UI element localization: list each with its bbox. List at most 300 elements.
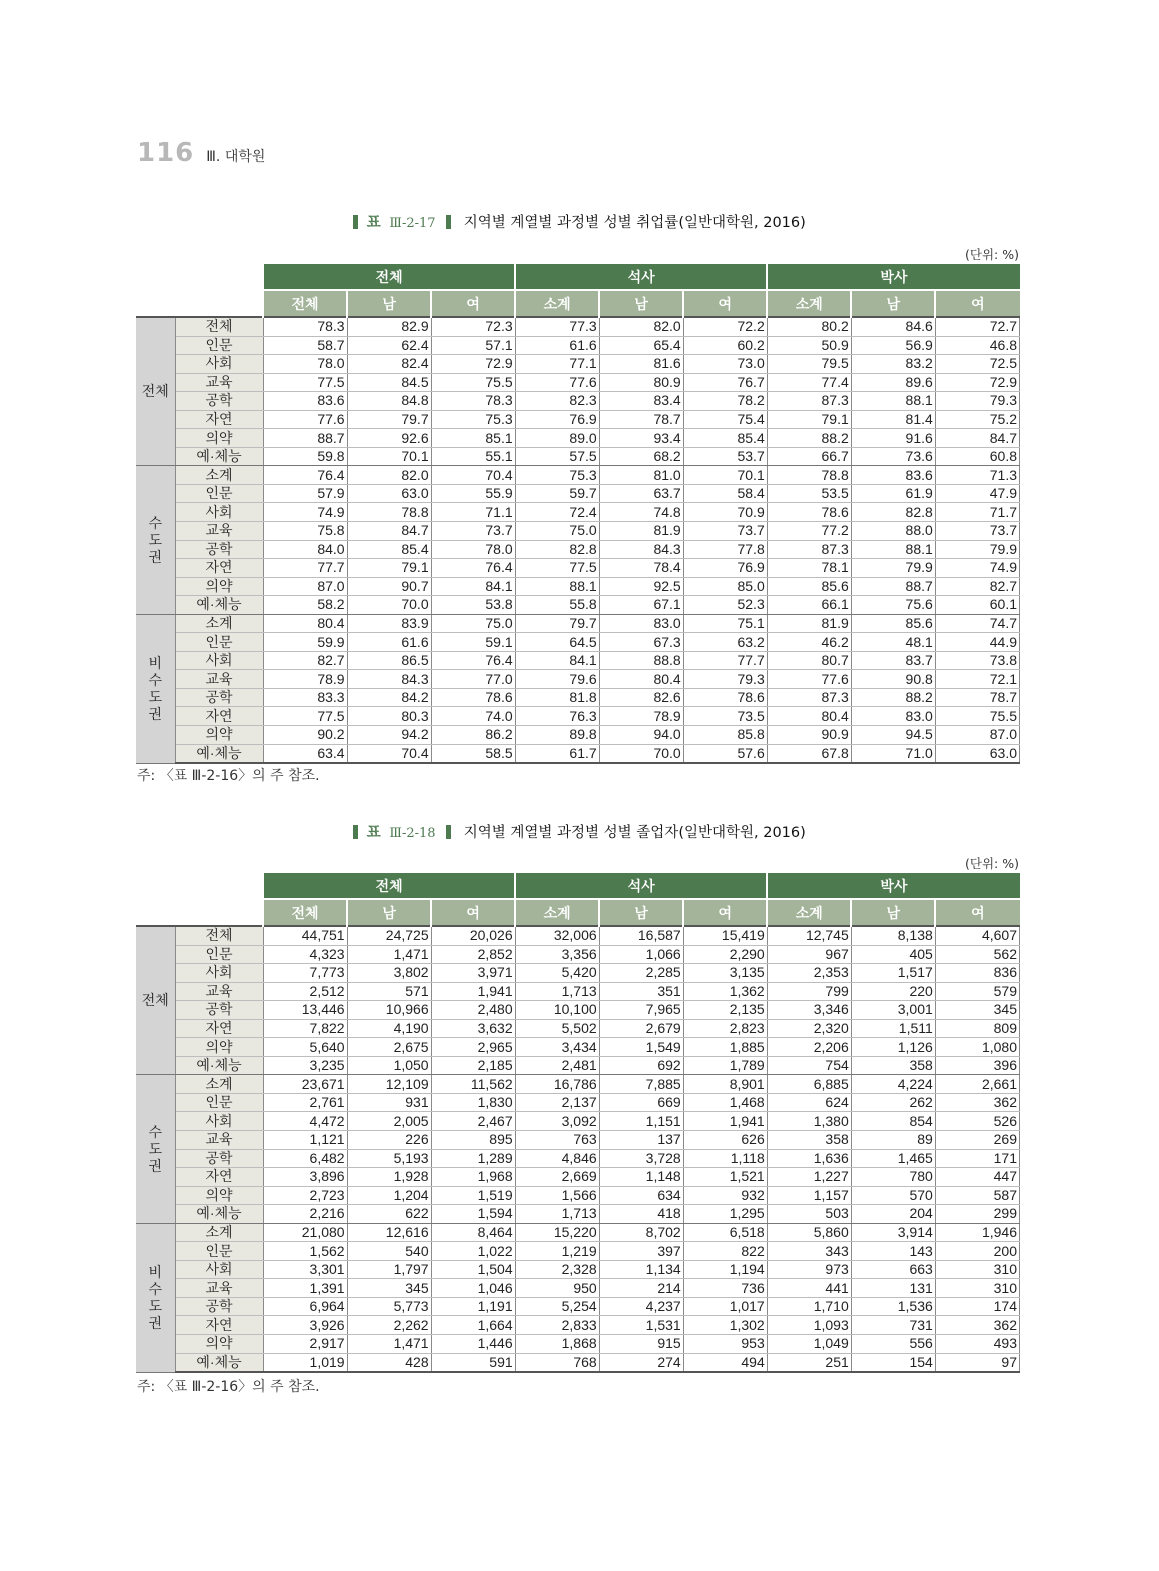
value-cell: 67.8 xyxy=(767,744,851,763)
value-cell: 226 xyxy=(347,1131,431,1150)
table-row xyxy=(136,1168,1020,1187)
value-cell: 1,636 xyxy=(767,1149,851,1168)
value-cell: 1,380 xyxy=(767,1112,851,1131)
value-cell: 1,121 xyxy=(263,1131,347,1150)
value-cell: 57.6 xyxy=(683,744,767,763)
value-cell: 79.3 xyxy=(683,670,767,689)
field-label: 의약 xyxy=(175,1038,263,1057)
table-1-note: 주: 〈표 Ⅲ-2-16〉의 주 참조. xyxy=(137,768,320,784)
value-cell: 58.5 xyxy=(431,744,515,763)
value-cell: 90.2 xyxy=(263,726,347,745)
value-cell: 62.4 xyxy=(347,336,431,355)
value-cell: 63.2 xyxy=(683,633,767,652)
value-cell: 3,802 xyxy=(347,964,431,983)
sub-header: 여 xyxy=(683,899,767,926)
value-cell: 562 xyxy=(935,945,1019,964)
value-cell: 343 xyxy=(767,1242,851,1261)
value-cell: 692 xyxy=(599,1056,683,1075)
value-cell: 44.9 xyxy=(935,633,1019,652)
header-blank xyxy=(136,873,263,899)
value-cell: 2,328 xyxy=(515,1260,599,1279)
value-cell: 79.6 xyxy=(515,670,599,689)
region-label: 비 수 도 권 xyxy=(136,1223,175,1372)
value-cell: 90.8 xyxy=(851,670,935,689)
field-label: 사회 xyxy=(175,355,263,374)
value-cell: 4,472 xyxy=(263,1112,347,1131)
table-2-note: 주: 〈표 Ⅲ-2-16〉의 주 참조. xyxy=(137,1379,320,1395)
value-cell: 82.8 xyxy=(851,503,935,522)
value-cell: 1,151 xyxy=(599,1112,683,1131)
value-cell: 2,833 xyxy=(515,1316,599,1335)
value-cell: 351 xyxy=(599,982,683,1001)
value-cell: 2,661 xyxy=(935,1075,1019,1094)
value-cell: 3,092 xyxy=(515,1112,599,1131)
value-cell: 84.7 xyxy=(347,522,431,541)
value-cell: 1,797 xyxy=(347,1260,431,1279)
value-cell: 87.3 xyxy=(767,540,851,559)
value-cell: 1,362 xyxy=(683,982,767,1001)
value-cell: 74.9 xyxy=(935,559,1019,578)
field-label: 예·체능 xyxy=(175,447,263,466)
value-cell: 79.9 xyxy=(851,559,935,578)
value-cell: 55.8 xyxy=(515,596,599,615)
value-cell: 1,713 xyxy=(515,1205,599,1224)
value-cell: 83.3 xyxy=(263,688,347,707)
field-label: 공학 xyxy=(175,1001,263,1020)
value-cell: 137 xyxy=(599,1131,683,1150)
value-cell: 76.7 xyxy=(683,373,767,392)
sub-header: 남 xyxy=(347,899,431,926)
table-row xyxy=(136,503,1020,522)
value-cell: 78.6 xyxy=(683,688,767,707)
table-row xyxy=(136,373,1020,392)
value-cell: 299 xyxy=(935,1205,1019,1224)
value-cell: 87.3 xyxy=(767,392,851,411)
value-cell: 80.4 xyxy=(263,614,347,633)
table-row xyxy=(136,633,1020,652)
table-2-title xyxy=(0,821,1159,842)
value-cell: 70.0 xyxy=(347,596,431,615)
value-cell: 4,224 xyxy=(851,1075,935,1094)
value-cell: 71.1 xyxy=(431,503,515,522)
table-row xyxy=(136,1075,1020,1094)
value-cell: 663 xyxy=(851,1260,935,1279)
value-cell: 1,446 xyxy=(431,1335,515,1354)
value-cell: 4,190 xyxy=(347,1019,431,1038)
value-cell: 8,138 xyxy=(851,926,935,945)
value-cell: 405 xyxy=(851,945,935,964)
table-row xyxy=(136,447,1020,466)
value-cell: 2,206 xyxy=(767,1038,851,1057)
value-cell: 73.6 xyxy=(851,447,935,466)
value-cell: 81.6 xyxy=(599,355,683,374)
group-header: 석사 xyxy=(515,873,767,899)
value-cell: 1,465 xyxy=(851,1149,935,1168)
value-cell: 345 xyxy=(347,1279,431,1298)
field-label: 공학 xyxy=(175,392,263,411)
field-label: 인문 xyxy=(175,336,263,355)
value-cell: 82.4 xyxy=(347,355,431,374)
value-cell: 1,941 xyxy=(683,1112,767,1131)
value-cell: 84.2 xyxy=(347,688,431,707)
value-cell: 84.3 xyxy=(599,540,683,559)
value-cell: 78.6 xyxy=(431,688,515,707)
value-cell: 1,066 xyxy=(599,945,683,964)
value-cell: 3,728 xyxy=(599,1149,683,1168)
table-row xyxy=(136,1223,1020,1242)
value-cell: 81.9 xyxy=(599,522,683,541)
table-2-tag: 표 xyxy=(366,825,381,841)
value-cell: 93.4 xyxy=(599,429,683,448)
value-cell: 799 xyxy=(767,982,851,1001)
value-cell: 77.8 xyxy=(683,540,767,559)
value-cell: 2,320 xyxy=(767,1019,851,1038)
group-header: 전체 xyxy=(263,873,515,899)
value-cell: 1,713 xyxy=(515,982,599,1001)
table-1-title xyxy=(0,211,1159,232)
value-cell: 84.0 xyxy=(263,540,347,559)
value-cell: 72.1 xyxy=(935,670,1019,689)
group-header: 박사 xyxy=(767,873,1019,899)
value-cell: 72.7 xyxy=(935,317,1019,336)
value-cell: 76.3 xyxy=(515,707,599,726)
value-cell: 8,464 xyxy=(431,1223,515,1242)
value-cell: 89.6 xyxy=(851,373,935,392)
value-cell: 89.0 xyxy=(515,429,599,448)
value-cell: 310 xyxy=(935,1279,1019,1298)
value-cell: 70.4 xyxy=(347,744,431,763)
table-row xyxy=(136,596,1020,615)
value-cell: 2,669 xyxy=(515,1168,599,1187)
table-row xyxy=(136,484,1020,503)
table-row xyxy=(136,1038,1020,1057)
value-cell: 77.5 xyxy=(263,373,347,392)
value-cell: 1,080 xyxy=(935,1038,1019,1057)
value-cell: 77.6 xyxy=(767,670,851,689)
table-row xyxy=(136,744,1020,763)
value-cell: 52.3 xyxy=(683,596,767,615)
value-cell: 1,471 xyxy=(347,945,431,964)
value-cell: 79.1 xyxy=(347,559,431,578)
value-cell: 85.0 xyxy=(683,577,767,596)
value-cell: 70.0 xyxy=(599,744,683,763)
value-cell: 77.6 xyxy=(515,373,599,392)
value-cell: 78.6 xyxy=(767,503,851,522)
value-cell: 131 xyxy=(851,1279,935,1298)
field-label: 자연 xyxy=(175,1168,263,1187)
value-cell: 84.7 xyxy=(935,429,1019,448)
value-cell: 143 xyxy=(851,1242,935,1261)
field-label: 교육 xyxy=(175,982,263,1001)
sub-header: 전체 xyxy=(263,290,347,317)
value-cell: 32,006 xyxy=(515,926,599,945)
value-cell: 73.7 xyxy=(683,522,767,541)
value-cell: 74.8 xyxy=(599,503,683,522)
value-cell: 75.3 xyxy=(515,466,599,485)
value-cell: 79.1 xyxy=(767,410,851,429)
value-cell: 78.9 xyxy=(599,707,683,726)
value-cell: 85.6 xyxy=(767,577,851,596)
value-cell: 64.5 xyxy=(515,633,599,652)
value-cell: 2,353 xyxy=(767,964,851,983)
value-cell: 76.9 xyxy=(683,559,767,578)
value-cell: 72.2 xyxy=(683,317,767,336)
table-row xyxy=(136,1353,1020,1372)
value-cell: 88.1 xyxy=(515,577,599,596)
value-cell: 634 xyxy=(599,1186,683,1205)
field-label: 의약 xyxy=(175,429,263,448)
value-cell: 1,017 xyxy=(683,1297,767,1316)
field-label: 공학 xyxy=(175,688,263,707)
value-cell: 77.7 xyxy=(263,559,347,578)
value-cell: 1,789 xyxy=(683,1056,767,1075)
value-cell: 1,885 xyxy=(683,1038,767,1057)
value-cell: 53.8 xyxy=(431,596,515,615)
value-cell: 78.2 xyxy=(683,392,767,411)
value-cell: 67.3 xyxy=(599,633,683,652)
table-row xyxy=(136,429,1020,448)
value-cell: 85.4 xyxy=(683,429,767,448)
value-cell: 8,702 xyxy=(599,1223,683,1242)
value-cell: 80.9 xyxy=(599,373,683,392)
value-cell: 16,786 xyxy=(515,1075,599,1094)
value-cell: 12,745 xyxy=(767,926,851,945)
group-header: 전체 xyxy=(263,264,515,290)
value-cell: 1,289 xyxy=(431,1149,515,1168)
value-cell: 78.0 xyxy=(431,540,515,559)
table-row xyxy=(136,1316,1020,1335)
value-cell: 2,005 xyxy=(347,1112,431,1131)
value-cell: 310 xyxy=(935,1260,1019,1279)
value-cell: 2,467 xyxy=(431,1112,515,1131)
sub-header: 여 xyxy=(935,899,1019,926)
table-row xyxy=(136,1131,1020,1150)
value-cell: 61.7 xyxy=(515,744,599,763)
value-cell: 1,118 xyxy=(683,1149,767,1168)
value-cell: 1,204 xyxy=(347,1186,431,1205)
value-cell: 1,126 xyxy=(851,1038,935,1057)
value-cell: 5,773 xyxy=(347,1297,431,1316)
region-label: 수 도 권 xyxy=(136,466,175,614)
title-bar-icon xyxy=(353,825,358,839)
value-cell: 3,914 xyxy=(851,1223,935,1242)
value-cell: 84.8 xyxy=(347,392,431,411)
value-cell: 2,512 xyxy=(263,982,347,1001)
value-cell: 44,751 xyxy=(263,926,347,945)
table-row xyxy=(136,945,1020,964)
value-cell: 1,134 xyxy=(599,1260,683,1279)
value-cell: 78.3 xyxy=(431,392,515,411)
value-cell: 77.6 xyxy=(263,410,347,429)
title-bar-icon xyxy=(353,215,358,229)
value-cell: 7,885 xyxy=(599,1075,683,1094)
value-cell: 915 xyxy=(599,1335,683,1354)
value-cell: 3,971 xyxy=(431,964,515,983)
value-cell: 1,536 xyxy=(851,1297,935,1316)
value-cell: 494 xyxy=(683,1353,767,1372)
sub-header: 소계 xyxy=(515,899,599,926)
value-cell: 88.7 xyxy=(263,429,347,448)
table-2 xyxy=(136,873,1020,1373)
field-label: 자연 xyxy=(175,1316,263,1335)
value-cell: 63.0 xyxy=(347,484,431,503)
value-cell: 61.6 xyxy=(515,336,599,355)
value-cell: 1,928 xyxy=(347,1168,431,1187)
value-cell: 6,885 xyxy=(767,1075,851,1094)
value-cell: 262 xyxy=(851,1093,935,1112)
value-cell: 86.2 xyxy=(431,726,515,745)
value-cell: 571 xyxy=(347,982,431,1001)
region-label: 수 도 권 xyxy=(136,1075,175,1223)
table-2-number: Ⅲ-2-18 xyxy=(389,826,436,841)
value-cell: 1,295 xyxy=(683,1205,767,1224)
value-cell: 73.5 xyxy=(683,707,767,726)
value-cell: 3,301 xyxy=(263,1260,347,1279)
value-cell: 5,860 xyxy=(767,1223,851,1242)
value-cell: 1,664 xyxy=(431,1316,515,1335)
value-cell: 60.1 xyxy=(935,596,1019,615)
value-cell: 763 xyxy=(515,1131,599,1150)
value-cell: 397 xyxy=(599,1242,683,1261)
value-cell: 55.9 xyxy=(431,484,515,503)
value-cell: 3,926 xyxy=(263,1316,347,1335)
value-cell: 973 xyxy=(767,1260,851,1279)
value-cell: 94.0 xyxy=(599,726,683,745)
value-cell: 1,504 xyxy=(431,1260,515,1279)
value-cell: 88.1 xyxy=(851,540,935,559)
value-cell: 88.8 xyxy=(599,651,683,670)
table-row xyxy=(136,410,1020,429)
value-cell: 1,531 xyxy=(599,1316,683,1335)
value-cell: 953 xyxy=(683,1335,767,1354)
value-cell: 81.8 xyxy=(515,688,599,707)
field-label: 공학 xyxy=(175,1297,263,1316)
field-label: 인문 xyxy=(175,633,263,652)
value-cell: 75.4 xyxy=(683,410,767,429)
value-cell: 81.9 xyxy=(767,614,851,633)
table-row xyxy=(136,317,1020,336)
value-cell: 3,632 xyxy=(431,1019,515,1038)
value-cell: 579 xyxy=(935,982,1019,1001)
value-cell: 73.0 xyxy=(683,355,767,374)
value-cell: 85.8 xyxy=(683,726,767,745)
value-cell: 79.9 xyxy=(935,540,1019,559)
value-cell: 77.1 xyxy=(515,355,599,374)
value-cell: 65.4 xyxy=(599,336,683,355)
value-cell: 358 xyxy=(767,1131,851,1150)
value-cell: 73.7 xyxy=(431,522,515,541)
value-cell: 4,323 xyxy=(263,945,347,964)
table-row xyxy=(136,964,1020,983)
field-label: 예·체능 xyxy=(175,1056,263,1075)
value-cell: 89 xyxy=(851,1131,935,1150)
value-cell: 85.6 xyxy=(851,614,935,633)
value-cell: 345 xyxy=(935,1001,1019,1020)
value-cell: 58.2 xyxy=(263,596,347,615)
value-cell: 154 xyxy=(851,1353,935,1372)
value-cell: 2,216 xyxy=(263,1205,347,1224)
value-cell: 84.6 xyxy=(851,317,935,336)
value-cell: 70.9 xyxy=(683,503,767,522)
value-cell: 78.3 xyxy=(263,317,347,336)
value-cell: 82.9 xyxy=(347,317,431,336)
table-row xyxy=(136,1001,1020,1020)
value-cell: 77.5 xyxy=(263,707,347,726)
value-cell: 79.5 xyxy=(767,355,851,374)
field-label: 공학 xyxy=(175,1149,263,1168)
value-cell: 67.1 xyxy=(599,596,683,615)
value-cell: 768 xyxy=(515,1353,599,1372)
value-cell: 931 xyxy=(347,1093,431,1112)
value-cell: 61.9 xyxy=(851,484,935,503)
value-cell: 88.7 xyxy=(851,577,935,596)
table-row xyxy=(136,1260,1020,1279)
value-cell: 75.3 xyxy=(431,410,515,429)
value-cell: 5,254 xyxy=(515,1297,599,1316)
value-cell: 77.5 xyxy=(515,559,599,578)
value-cell: 2,185 xyxy=(431,1056,515,1075)
value-cell: 81.4 xyxy=(851,410,935,429)
table-row xyxy=(136,688,1020,707)
value-cell: 92.5 xyxy=(599,577,683,596)
field-label: 예·체능 xyxy=(175,596,263,615)
value-cell: 82.0 xyxy=(599,317,683,336)
value-cell: 87.0 xyxy=(263,577,347,596)
value-cell: 1,302 xyxy=(683,1316,767,1335)
value-cell: 822 xyxy=(683,1242,767,1261)
value-cell: 77.3 xyxy=(515,317,599,336)
value-cell: 48.1 xyxy=(851,633,935,652)
value-cell: 59.9 xyxy=(263,633,347,652)
value-cell: 2,290 xyxy=(683,945,767,964)
table-2-caption: 지역별 계열별 과정별 성별 졸업자(일반대학원, 2016) xyxy=(463,825,806,841)
group-header: 박사 xyxy=(767,264,1019,290)
value-cell: 68.2 xyxy=(599,447,683,466)
table-row xyxy=(136,1149,1020,1168)
value-cell: 396 xyxy=(935,1056,1019,1075)
value-cell: 1,710 xyxy=(767,1297,851,1316)
value-cell: 13,446 xyxy=(263,1001,347,1020)
field-label: 소계 xyxy=(175,614,263,633)
value-cell: 2,852 xyxy=(431,945,515,964)
field-label: 의약 xyxy=(175,577,263,596)
region-label: 비 수 도 권 xyxy=(136,614,175,763)
value-cell: 540 xyxy=(347,1242,431,1261)
value-cell: 82.7 xyxy=(263,651,347,670)
value-cell: 836 xyxy=(935,964,1019,983)
value-cell: 2,675 xyxy=(347,1038,431,1057)
value-cell: 1,968 xyxy=(431,1168,515,1187)
value-cell: 47.9 xyxy=(935,484,1019,503)
value-cell: 1,219 xyxy=(515,1242,599,1261)
value-cell: 428 xyxy=(347,1353,431,1372)
sub-header: 남 xyxy=(851,290,935,317)
region-label: 전체 xyxy=(136,926,175,1075)
value-cell: 362 xyxy=(935,1093,1019,1112)
value-cell: 88.1 xyxy=(851,392,935,411)
value-cell: 441 xyxy=(767,1279,851,1298)
field-label: 의약 xyxy=(175,1335,263,1354)
table-row xyxy=(136,726,1020,745)
value-cell: 97 xyxy=(935,1353,1019,1372)
sub-header: 남 xyxy=(599,899,683,926)
value-cell: 74.9 xyxy=(263,503,347,522)
value-cell: 854 xyxy=(851,1112,935,1131)
field-label: 사회 xyxy=(175,503,263,522)
value-cell: 1,868 xyxy=(515,1335,599,1354)
value-cell: 83.7 xyxy=(851,651,935,670)
table-row xyxy=(136,1093,1020,1112)
